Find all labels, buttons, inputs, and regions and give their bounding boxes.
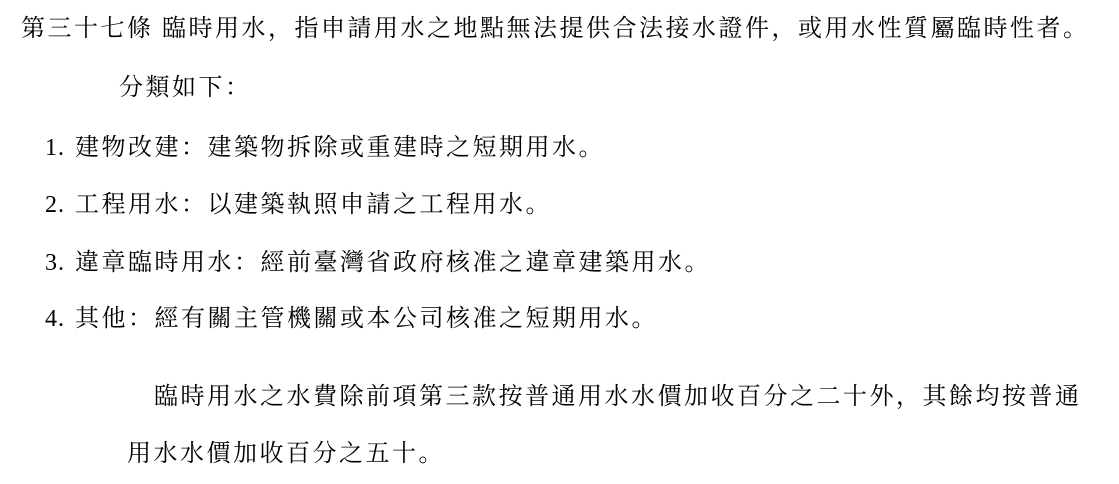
classification-heading: 分類如下： bbox=[119, 75, 252, 101]
list-item-4-number: 4. bbox=[45, 306, 65, 332]
list-item-4-text: 其他：經有關主管機關或本公司核准之短期用水。 bbox=[75, 306, 658, 332]
list-item-2-number: 2. bbox=[45, 192, 65, 218]
list-item-2-text: 工程用水：以建築執照申請之工程用水。 bbox=[75, 192, 552, 218]
article-opening-line: 第三十七條 臨時用水，指申請用水之地點無法提供合法接水證件，或用水性質屬臨時性者。 bbox=[21, 16, 1090, 42]
list-item-3-number: 3. bbox=[45, 250, 65, 276]
list-item-3-text: 違章臨時用水：經前臺灣省政府核准之違章建築用水。 bbox=[75, 250, 711, 276]
fee-paragraph-line-2: 用水水價加收百分之五十。 bbox=[127, 441, 445, 467]
list-item-1-text: 建物改建：建築物拆除或重建時之短期用水。 bbox=[75, 135, 605, 161]
list-item-3 bbox=[45, 249, 711, 278]
list-item-2 bbox=[45, 191, 552, 220]
fee-paragraph-line-1: 臨時用水之水費除前項第三款按普通用水水價加收百分之二十外，其餘均按普通 bbox=[154, 384, 1082, 410]
list-item-1 bbox=[45, 134, 605, 163]
list-item-4 bbox=[45, 305, 658, 334]
list-item-1-number: 1. bbox=[45, 135, 65, 161]
